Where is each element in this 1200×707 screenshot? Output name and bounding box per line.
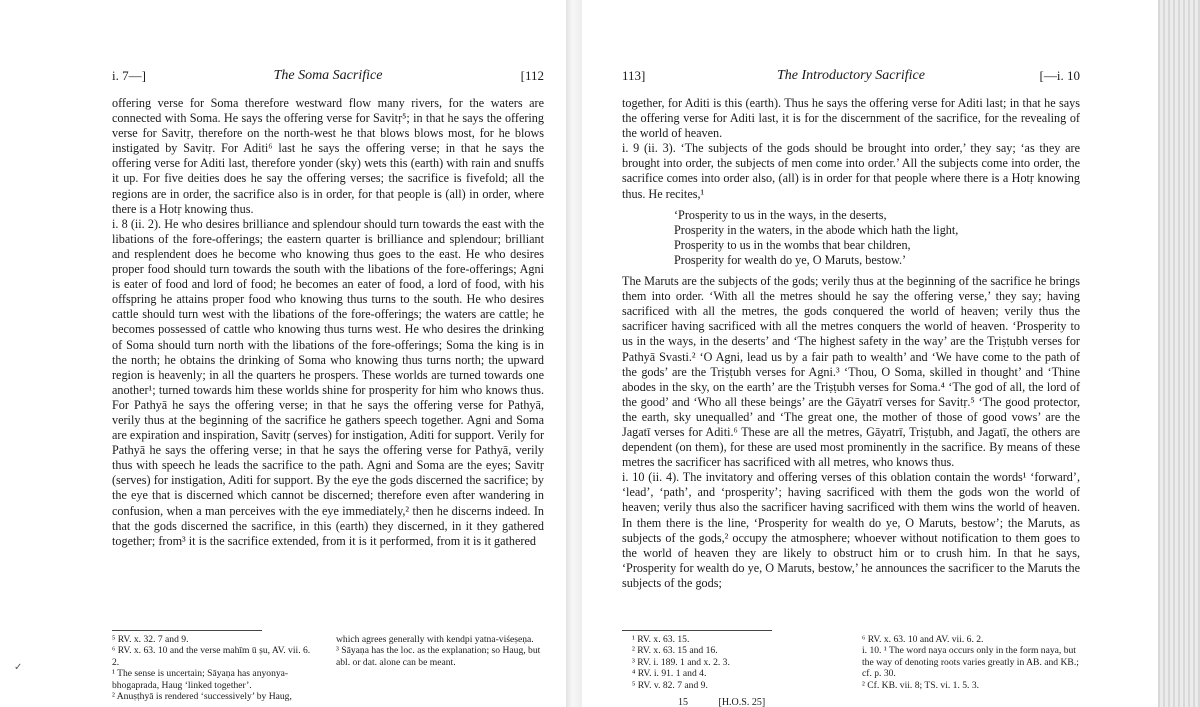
body-text [622,96,1080,591]
footnote: ² RV. x. 63. 15 and 16. [632,645,718,657]
running-header [112,68,544,84]
footer-page-number: 15 [678,697,688,707]
footnote: ² Anuṣṭhyā is rendered ‘successively’ by Haug, [112,691,292,703]
book-gutter [566,0,582,707]
footnote: i. 10. ¹ The word naya occurs only in the form naya, but the way of denoting roots varies greatly in AB. and KB.; cf. p. 30. [862,645,1079,680]
paragraph: offering verse for Soma therefore westward flow many rivers, for the waters are connected with Soma. He says the offering verse for Savitṛ⁵; in that he says the offering verse for Savitṛ, therefore on the north-west he that blows blows most, for he blows instigated by Savitṛ. For Aditi⁶ last he says the offering verse; in that he says the offering verse for Aditi last, therefore yonder (sky) wets this (earth) with rain and snuffs it up. For five deities does he say the offering verses; the sacrifice is fivefold; all the regions are in order, the sacrifice also is in order, for that people is (all) in order, where there is a Hotṛ knowing thus. [112,96,544,216]
verse-line: ‘Prosperity to us in the ways, in the deserts, [674,207,887,222]
running-header [622,68,1080,84]
footnote-column [632,634,832,691]
right-page [582,0,1158,707]
footnote-rule [622,630,772,631]
paragraph: together, for Aditi is this (earth). Thus he says the offering verse for Aditi last; in that he says the offering verse for Aditi last, it is for the discernment of the sacrifice, for the revealing of the world of heaven. [622,96,1080,141]
paragraph: i. 9 (ii. 3). ‘The subjects of the gods should be brought into order,’ they say; ‘as they are brought into order, the subjects of men come into order.’ All the subjects come into order, the sacrifice comes into order also, (all) is in order for that people where there is a Hotṛ knowing thus. He recites,¹ [622,141,1080,201]
page-edge-strip [1158,0,1200,707]
footer-signature: [H.O.S. 25] [718,697,766,707]
footnote: ² Cf. KB. vii. 8; TS. vi. 1. 5. 3. [862,679,980,691]
verse-line: Prosperity for wealth do ye, O Maruts, bestow.’ [674,252,907,267]
footnote-column [336,634,544,668]
footnote-column [862,634,1080,691]
footnote: ⁵ RV. x. 32. 7 and 9. [112,634,189,645]
header-section-ref: i. 7—] [112,68,146,83]
footnote: ³ Sāyaṇa has the loc. as the explanation; so Haug, but abl. or dat. alone can be meant. [336,645,541,668]
page-footer [678,697,793,707]
paragraph: i. 8 (ii. 2). He who desires brilliance and splendour should turn towards the east with the libations of the fore-offerings; the eastern quarter is brilliance and splendour; brilliant and resplendent does he become who knowing thus goes to the east. He who desires proper food should turn towards the south with the libations of the fore-offerings; Agni is eater of food and lord of food; he becomes an eater of food, a lord of food, with his offspring he attains proper food who knowing thus turns to the south. He who desires cattle should turn west with the libations of the fore-offerings; the waters are cattle; he becomes possessed of cattle who knowing thus turns west. He who desires the drinking of Soma should turn north with the libations of the fore-offerings; Soma the king is in the north; he obtains the drinking of Soma who knowing thus turns north; the upward region is heavenly; in all the quarters he prospers. These worlds are turned towards one another¹; turned towards him these worlds shine for prosperity for him who knows thus. For Pathyā he says the offering verse; in that he says the offering verse for Pathyā, verily thus at the beginning of the sacrifice he gathers speech together. Agni and Soma are expiration and inspiration, Savitṛ (serves) for instigation, Aditi for support. Verily for Pathyā he says the offering verse; in that he says the offering verse for Pathyā, verily thus with speech he leads the sacrifice to the path. Agni and Soma are the eyes; Savitṛ (serves) for instigation, Aditi for support. By the eye the gods discerned the sacrifice; by the eye that is discerned which cannot be discerned; therefore even after wandering in confusion, when a man perceives with the eye immediately,² then he discerns indeed. In that the gods discerned the sacrifice, in this (earth) they discerned, in it they gathered together; from³ it is the sacrifice extended, from it is it performed, from it is it gathered [112,216,544,548]
verse-line: Prosperity to us in the wombs that bear children, [674,237,911,252]
margin-mark: ✓ [14,662,23,673]
footnote: which agrees generally with kendpi yatna-viśeṣeṇa. [336,634,534,645]
footnote: ⁶ RV. x. 63. 10 and AV. vii. 6. 2. [862,634,984,645]
header-page-number: [112 [520,68,544,83]
verse-quotation [674,208,1080,268]
paragraph: The Maruts are the subjects of the gods; verily thus at the beginning of the sacrifice he brings them into order. ‘With all the metres should he say the offering verse,’ they say; having sacrificed with all the metres, the gods conquered the world of heaven; verily thus the sacrificer having sacrificed with all the metres conquers the world of heaven. ‘Prosperity to us in the ways, in the deserts’ and ‘The highest safety in the way’ are the Triṣṭubh verses for Pathyā Svasti.² ‘O Agni, lead us by a fair path to wealth’ and ‘We have come to the path of the gods’ are the Triṣṭubh verses for Agni.³ ‘Thou, O Soma, skilled in thought’ and ‘Thine abodes in the sky, on the earth’ are the Triṣṭubh verses for Soma.⁴ ‘The god of all, the lord of the good’ and ‘Who all these beings’ are the Gāyatrī verses for Savitṛ.⁵ ‘The good protector, the earth, sky unequalled’ and ‘The great one, the mother of those of good vows’ are the Jagatī verses for Aditi.⁶ These are all the metres, Gāyatrī, Triṣṭubh, and Jagatī, the others are dependent (on them), for these are used most prominently in the sacrifice. By means of these metres the sacrificer has sacrificed with all metres, who knows thus. [622,274,1080,470]
left-page [0,0,566,707]
header-section-ref: [—i. 10 [1039,68,1080,83]
header-title: The Introductory Sacrifice [776,68,925,83]
footnote: ⁴ RV. i. 91. 1 and 4. [632,668,707,680]
footnote: ¹ The sense is uncertain; Sāyaṇa has anyonya-bhogaprada, Haug ‘linked together’. [112,668,289,691]
header-title: The Soma Sacrifice [273,68,383,83]
verse-line: Prosperity in the waters, in the abode which hath the light, [674,222,959,237]
footnote: ³ RV. i. 189. 1 and x. 2. 3. [632,656,730,668]
header-page-number: 113] [622,68,646,83]
footnote-rule [112,630,262,631]
footnote: ¹ RV. x. 63. 15. [632,634,690,645]
footnote: ⁵ RV. v. 82. 7 and 9. [632,679,708,691]
body-text [112,96,544,549]
footnote-column [112,634,317,702]
paragraph: i. 10 (ii. 4). The invitatory and offering verses of this oblation contain the words¹ ‘forward’, ‘lead’, ‘path’, and ‘prosperity’; having sacrificed with them the gods won the world of heaven; verily thus also the sacrificer having sacrificed with them wins the world of heaven. In them there is the line, ‘Prosperity for wealth do ye, O Maruts, bestow’; the Maruts, as subjects of the gods,² occupy the atmosphere; whoever without notification to them goes to the world of heaven they are likely to obstruct him or to crush him. In that he says, ‘Prosperity for wealth do ye, O Maruts, bestow,’ he announces the sacrificer to the Maruts the subjects of the gods; [622,470,1080,590]
footnote: ⁶ RV. x. 63. 10 and the verse mahīm ū ṣu, AV. vii. 6. 2. [112,645,311,668]
